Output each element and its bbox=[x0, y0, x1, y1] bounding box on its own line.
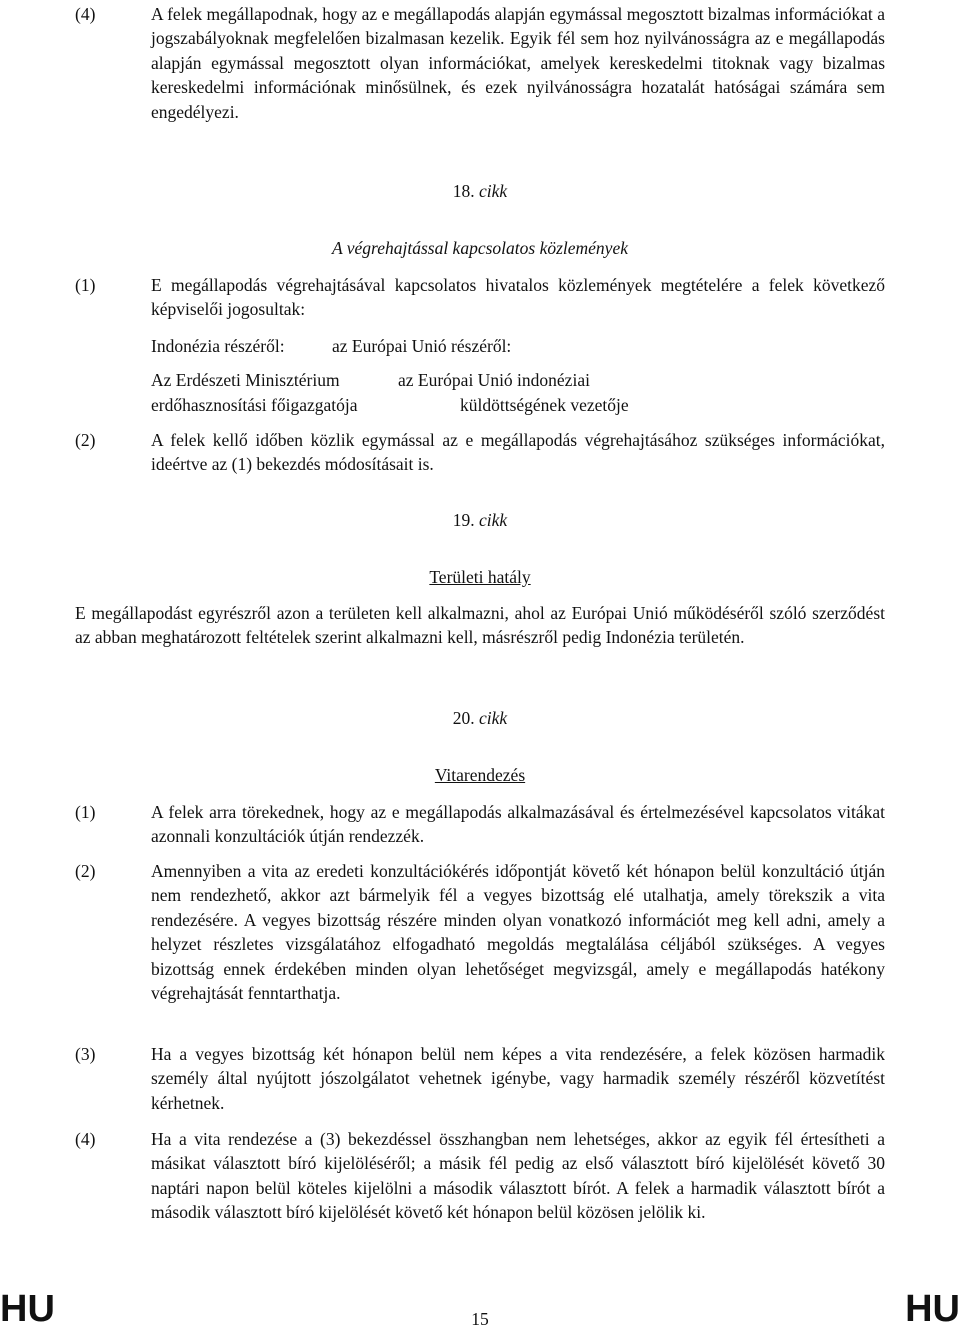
article-19-title: Területi hatály bbox=[429, 567, 531, 587]
rep-left-line-2: erdőhasznosítási főigazgatója bbox=[151, 395, 358, 415]
article-18-number bbox=[0, 179, 960, 203]
article-19-text: E megállapodást egyrészről azon a területen kell alkalmazni, ahol az Európai Unió működéséről szóló szerződést az abban meghatározott feltételek szerint alkalmazni kell, másrészről pedig Indonézia területén. bbox=[75, 603, 885, 648]
article-18-paragraph-1 bbox=[75, 273, 885, 322]
paragraph-text: A felek megállapodnak, hogy az e megállapodás alapján egymással megosztott bizalmas információkat a jogszabályoknak megfelelően bizalmasan kezelik. Egyik fél sem hoz nyilvánosságra az e megállapodás alapján egymással megosztott olyan információkat, amelyek kereskedelmi titoknak vagy bizalmas kereskedelmi információnak minősülnek, és ezek nyilvánosságra hozatalát hatóságai számára sem engedélyezi. bbox=[151, 4, 885, 122]
article-20-paragraph-4 bbox=[75, 1127, 885, 1225]
footer-language-label-left: HU bbox=[0, 1288, 55, 1330]
paragraph-text: Amennyiben a vita az eredeti konzultációkérés időpontját követő két hónapon belül konzultáció útján nem rendezhető, akkor azt bármelyik fél a vegyes bizottság elé utalhatja, amely törekszik a vita rendezésére. A vegyes bizottság részére minden olyan vonatkozó információt meg kell adni, amely a helyzet részletes vizsgálatához elfogadható megoldás megtalálása céljából szükséges. A vegyes bizottság ennek érdekében minden olyan lehetőséget megvizsgál, amely e megállapodás hatékony végrehajtását fenntarthatja. bbox=[151, 861, 885, 1004]
article-20-paragraph-2 bbox=[75, 859, 885, 1005]
rep-left-header: Indonézia részéről: bbox=[151, 336, 285, 356]
article-20-title: Vitarendezés bbox=[434, 765, 526, 785]
paragraph-number: (4) bbox=[75, 4, 96, 24]
article-number: 19. bbox=[452, 510, 475, 530]
paragraph-number: (1) bbox=[75, 802, 96, 822]
paragraph-text: E megállapodás végrehajtásával kapcsolatos hivatalos közlemények megtételére a felek következő képviselői jogosultak: bbox=[151, 275, 885, 320]
article-19-number bbox=[0, 508, 960, 532]
article-number: 18. bbox=[452, 181, 475, 201]
paragraph-number: (1) bbox=[75, 275, 96, 295]
article-20-number bbox=[0, 706, 960, 730]
article-word: cikk bbox=[479, 708, 508, 728]
page-number: 15 bbox=[471, 1309, 489, 1329]
article-word: cikk bbox=[479, 181, 508, 201]
rep-right-line-2: küldöttségének vezetője bbox=[460, 395, 629, 415]
paragraph-text: A felek kellő időben közlik egymással az e megállapodás végrehajtásához szükséges információkat, ideértve az (1) bekezdés módosításait is. bbox=[151, 430, 885, 475]
article-18-title: A végrehajtással kapcsolatos közlemények bbox=[332, 238, 628, 258]
rep-right-line-1: az Európai Unió indonéziai bbox=[398, 370, 590, 390]
article-20-paragraph-3 bbox=[75, 1042, 885, 1115]
paragraph-number: (2) bbox=[75, 861, 96, 881]
article-20-paragraph-1 bbox=[75, 800, 885, 849]
paragraph-number: (4) bbox=[75, 1129, 96, 1149]
paragraph-4-confidentiality bbox=[75, 2, 885, 124]
paragraph-number: (2) bbox=[75, 430, 96, 450]
paragraph-text: Ha a vegyes bizottság két hónapon belül nem képes a vita rendezésére, a felek közösen harmadik személy által nyújtott jószolgálatot vehetnek igénybe, vagy harmadik személy részéről közvetítést kérhetnek. bbox=[151, 1044, 885, 1113]
footer-language-label-right: HU bbox=[905, 1288, 960, 1330]
rep-left-line-1: Az Erdészeti Minisztérium bbox=[151, 370, 340, 390]
article-word: cikk bbox=[479, 510, 508, 530]
article-number: 20. bbox=[452, 708, 475, 728]
paragraph-text: A felek arra törekednek, hogy az e megállapodás alkalmazásával és értelmezésével kapcsolatos vitákat azonnali konzultációk útján rendezzék. bbox=[151, 802, 885, 847]
paragraph-number: (3) bbox=[75, 1044, 96, 1064]
rep-right-header: az Európai Unió részéről: bbox=[332, 336, 512, 356]
paragraph-text: Ha a vita rendezése a (3) bekezdéssel összhangban nem lehetséges, akkor az egyik fél értesítheti a másikat választott bíró kijelöléséről; a másik fél pedig az első választott bíró kijelölését követő 30 naptári napon belül köteles kijelölni a második választott bírót. A felek a harmadik választott bírót a második választott bíró kijelölését követő két hónapon belül közösen jelölik ki. bbox=[151, 1129, 885, 1223]
article-18-paragraph-2 bbox=[75, 428, 885, 477]
